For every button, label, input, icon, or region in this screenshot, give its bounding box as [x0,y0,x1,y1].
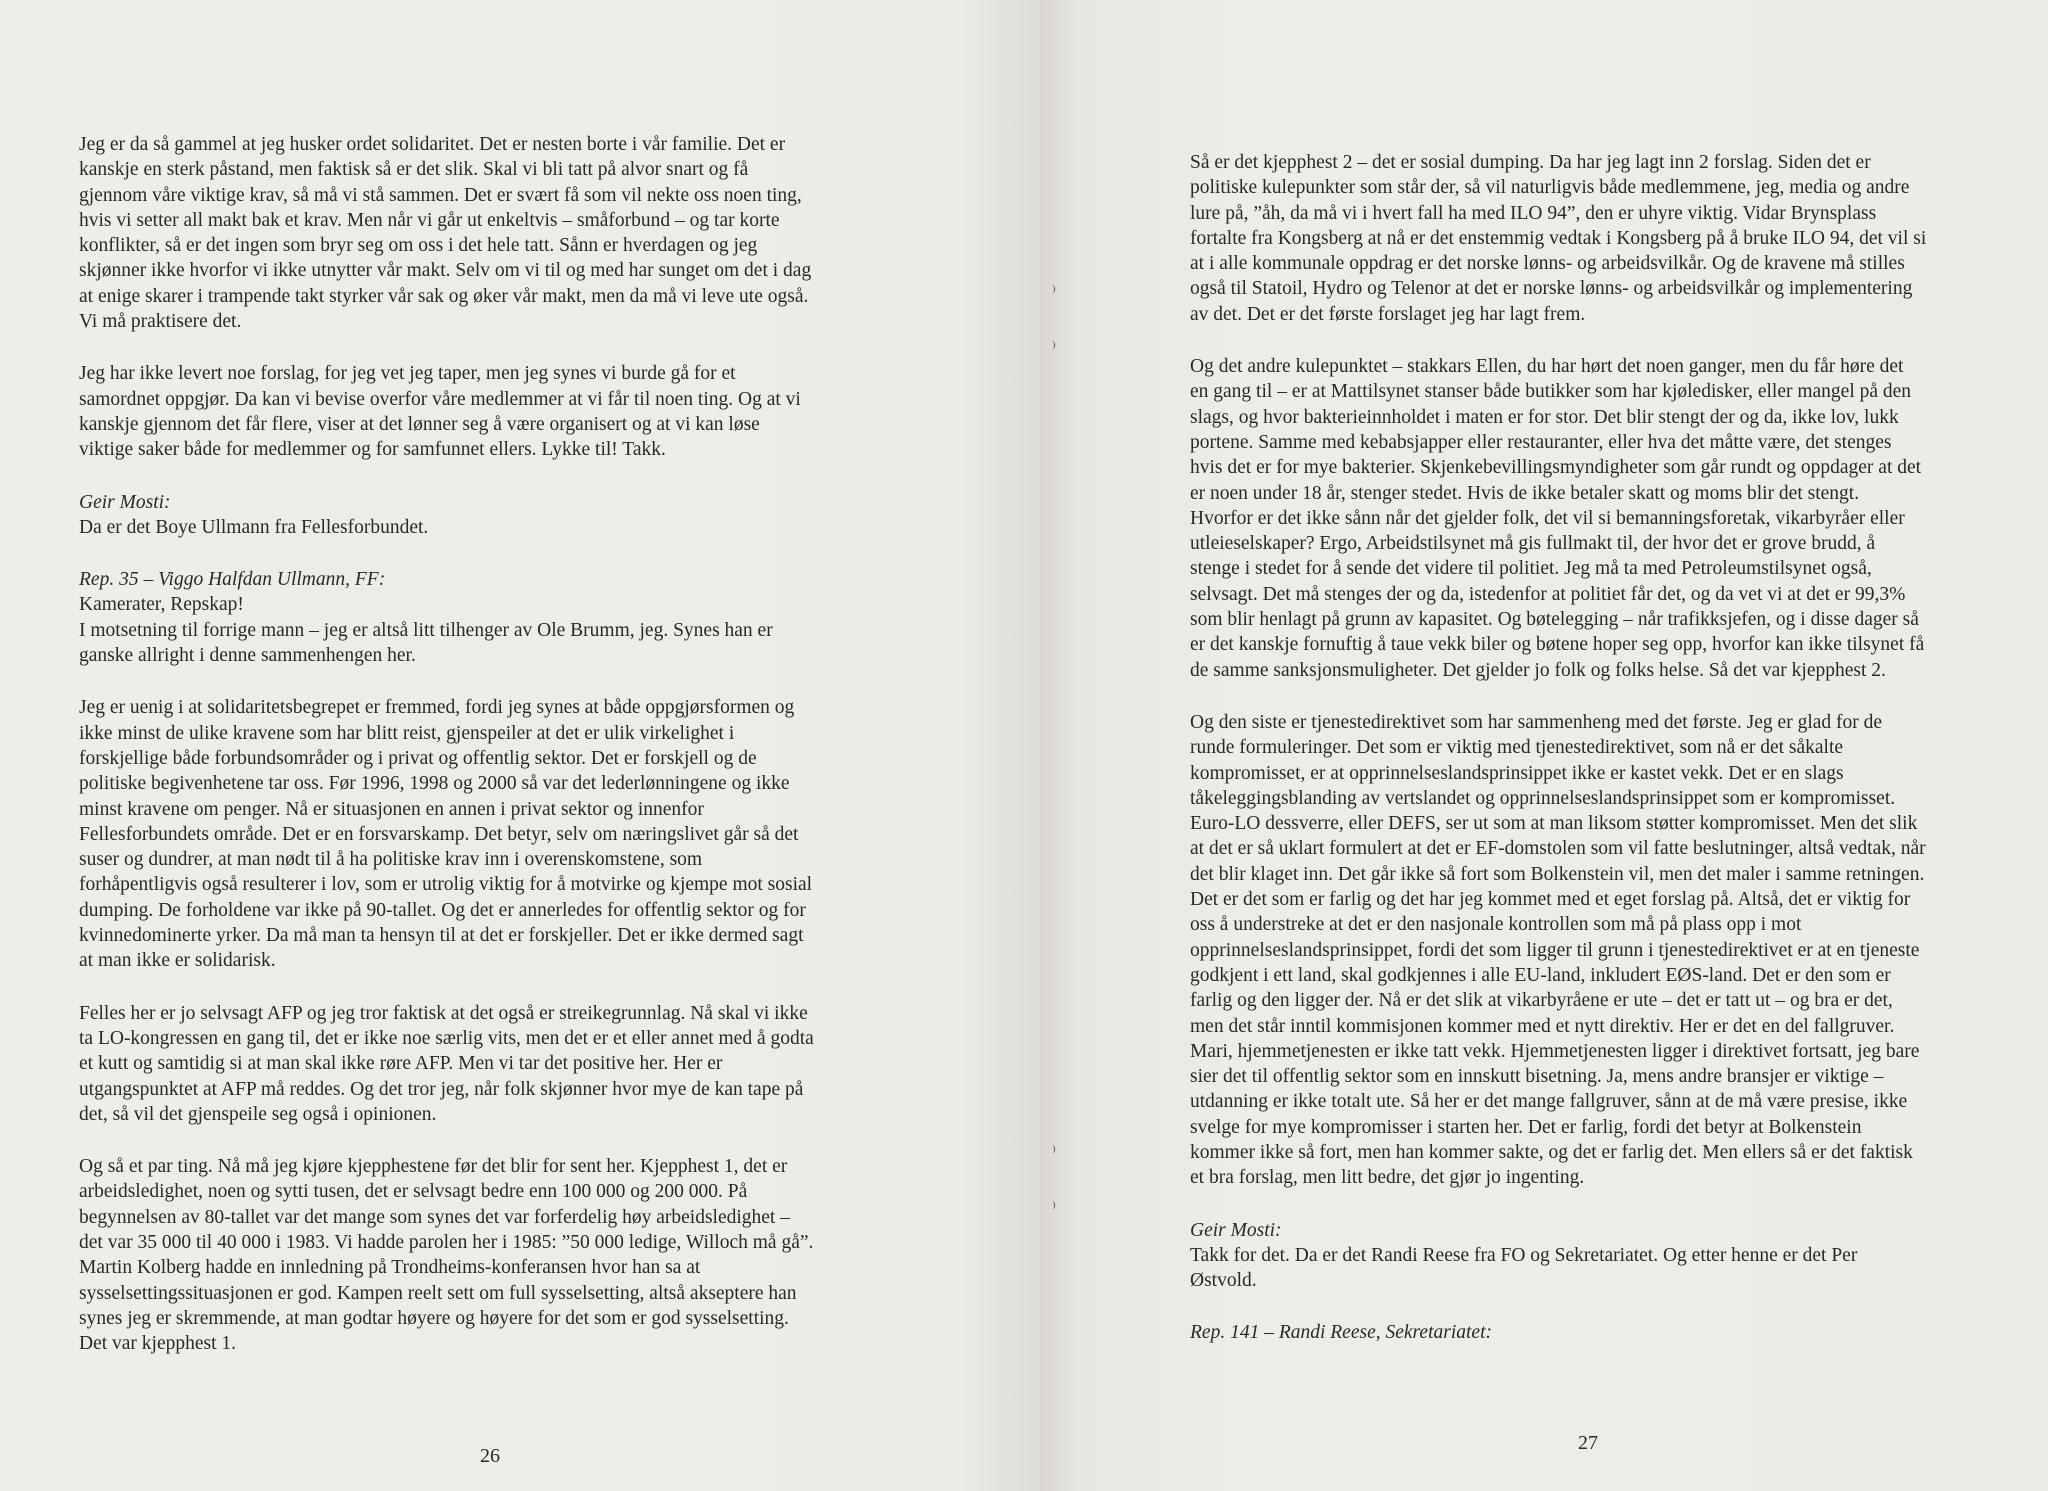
text-line: Hvorfor er det ikke sånn når det gjelder folk, det vil si bemanningsforetak, vikarbyråer eller [1190,507,1905,529]
binding-mark: ⁾ [1052,1144,1056,1161]
text-line: Det var kjepphest 1. [79,1333,237,1355]
text-line: av det. Det er det første forslaget jeg har lagt frem. [1190,303,1586,325]
text-line: ta LO-kongressen en gang til, det er ikke noe særlig vits, men det er et eller annet med å godta [79,1027,814,1049]
text-line: synes jeg er skremmende, at man godtar høyere og høyere for det som er god sysselsetting. [79,1307,789,1329]
paragraph [79,567,914,668]
text-line: Mari, hjemmetjenesten er ikke tatt vekk. Hjemmetjenesten ligger i direktivet fortsatt, jeg bare [1190,1040,1920,1062]
paragraph [1190,1218,2000,1294]
text-line: de samme sanksjonsmuligheter. Det gjelder jo folk og folks helse. Så det var kjepphest 2. [1190,659,1886,681]
text-line: oss å understreke at det er den nasjonale kontrollen som må på plass opp i mot [1190,914,1802,936]
text-line: Østvold. [1190,1270,1257,1292]
paragraph [79,132,914,334]
text-line: kanskje en sterk påstand, men faktisk så er det slik. Skal vi bli tatt på alvor snart og få [79,159,749,181]
paragraph [1190,150,2000,327]
speaker-label: Geir Mosti: [1190,1219,1282,1241]
text-line: minst kravene om penger. Nå er situasjonen en annen i privat sektor og innenfor [79,798,704,820]
right-page-text [1190,150,2000,1373]
text-line: farlig og den ligger der. Nå er det slik at vikarbyråene er ute – det er tatt ut – og bra er det, [1190,990,1893,1012]
text-line: Fellesforbundets område. Det er en forsvarskamp. Det betyr, selv om næringslivet går så det [79,823,799,845]
text-line: at det er så uklart formulert at det er EF-domstolen som vil fatte beslutninger, altså vedtak, når [1190,838,1926,860]
text-line: politiske begivenhetene tar oss. Før 1996, 1998 og 2000 så var det lederlønningene og ikke [79,773,790,795]
text-line: Og den siste er tjenestedirektivet som har sammenheng med det første. Jeg er glad for de [1190,711,1883,733]
text-line: utgangspunktet at AFP må reddes. Og det tror jeg, når folk skjønner hvor mye de kan tape på [79,1078,804,1100]
text-line: arbeidsledighet, noen og sytti tusen, det er selvsagt bedre enn 100 000 og 200 000. På [79,1181,748,1203]
paragraph [79,1154,914,1356]
text-line: suser og dundrer, at man nødt til å ha politiske krav inn i overenskomstene, som [79,849,703,871]
text-line: slags, og hvor bakterieinnholdet i maten er for stor. Det blir stengt der og da, ikke lov, lukk [1190,406,1899,428]
text-line: kvinnedominerte yrker. Da må man ta hensyn til at det er forskjeller. Det er ikke dermed sagt [79,925,804,947]
paragraph [1190,354,2000,683]
binding-mark: ⁾ [1052,1200,1056,1217]
text-line: gjennom våre viktige krav, så må vi stå sammen. Det er svært få som vil nekte oss noen ting, [79,184,802,206]
text-line: Jeg er da så gammel at jeg husker ordet solidaritet. Det er nesten borte i vår familie. Det er [79,134,786,155]
text-line: samordnet oppgjør. Da kan vi bevise overfor våre medlemmer at vi får til noen ting. Og at vi [79,388,801,410]
text-line: dumping. De forholdene var ikke på 90-tallet. Og det er annerledes for offentlig sektor og for [79,899,806,921]
text-line: Og så et par ting. Nå må jeg kjøre kjepphestene før det blir for sent her. Kjepphest 1, det er [79,1156,788,1178]
text-line: Jeg har ikke levert noe forslag, for jeg vet jeg taper, men jeg synes vi burde gå for et [79,363,736,385]
text-line: selvsagt. Det må stenges der og da, istedenfor at politiet får det, og da vet vi at det er 99,3% [1190,583,1906,605]
text-line: at man ikke er solidarisk. [79,950,276,972]
text-line: konflikter, så er det ingen som bryr seg om oss i det hele tatt. Sånn er hverdagen og jeg [79,235,758,257]
text-line: sier det til offentlig sektor som en innskutt bisetning. Ja, mens andre bransjer er viktige – [1190,1066,1884,1088]
text-line: Kamerater, Repskap! [79,594,244,616]
text-line: det blir klaget inn. Det går ikke så fort som Bolkenstein vil, men det maler i samme retningen. [1190,863,1925,885]
text-line: Takk for det. Da er det Randi Reese fra FO og Sekretariatet. Og etter henne er det Per [1190,1244,1858,1266]
binding-mark: ⁾ [1052,284,1056,301]
binding-mark: ⁾ [1052,340,1056,357]
text-line: svelge for mye kompromisser i starten her. Det er farlig, fordi det betyr at Bolkenstein [1190,1116,1862,1138]
text-line: stenge i stedet for å sende det videre til politiet. Jeg må ta med Petroleumstilsynet også, [1190,558,1872,580]
text-line: portene. Samme med kebabsjapper eller restauranter, eller hva det måtte være, det stenges [1190,431,1892,453]
text-line: hvis det er for mye bakterier. Skjenkebevillingsmyndigheter som går rundt og oppdager at det [1190,457,1922,479]
text-line: at i alle kommunale oppdrag er det norske lønns- og arbeidsvilkår. Og de kravene må stilles [1190,253,1905,275]
text-line: hvis vi setter all makt bak et krav. Men når vi går ut enkeltvis – småforbund – og tar korte [79,209,780,231]
paragraph [79,490,914,541]
text-line: ikke minst de ulike kravene som har blitt reist, gjenspeiler at det er ulik virkelighet i [79,722,735,744]
text-line: det var 35 000 til 40 000 i 1983. Vi hadde parolen her i 1985: ”50 000 ledige, Willoch må gå”. [79,1231,814,1253]
speaker-label: Rep. 35 – Viggo Halfdan Ullmann, FF: [79,569,386,591]
page-number-right: 27 [1578,1432,1598,1454]
text-line: Og det andre kulepunktet – stakkars Ellen, du har hørt det noen ganger, men du får høre det [1190,356,1904,378]
text-line: et kutt og samtidig si at man skal ikke røre AFP. Men vi tar det positive her. Her er [79,1053,723,1075]
text-line: fortalte fra Kongsberg at nå er det enstemmig vedtak i Kongsberg på å bruke ILO 94, det vil si [1190,227,1927,249]
text-line: en gang til – er at Mattilsynet stanser både butikker som har kjøledisker, eller mangel på den [1190,381,1912,403]
text-line: forhåpentligvis også resulterer i lov, som er utrolig viktig for å motvirke og kjempe mot sosial [79,874,813,896]
text-line: Vi må praktisere det. [79,311,242,333]
text-line: politiske kulepunkter som står der, så vil naturligvis både medlemmene, jeg, media og andre [1190,177,1910,199]
text-line: opprinnelseslandsprinsippet, fordi det som ligger til grunn i tjenestedirektivet er at en tjeneste [1190,939,1920,961]
text-line: skjønner ikke hvorfor vi ikke utnytter vår makt. Selv om vi til og med har sunget om det i dag [79,260,812,282]
text-line: Jeg er uenig i at solidaritetsbegrepet er fremmed, fordi jeg synes at både oppgjørsformen og [79,697,795,719]
text-line: ganske allright i denne sammenhengen her. [79,645,416,667]
paragraph [1190,1320,2000,1345]
text-line: et bra forslag, men litt bedre, det gjør jo ingenting. [1190,1167,1585,1189]
text-line: forskjellige både forbundsområder og i privat og offentlig sektor. Det er forskjell og de [79,747,757,769]
left-page-text [79,132,914,1383]
text-line: men det står inntil kommisjonen kommer med et nytt direktiv. Her er det en del fallgruver. [1190,1015,1895,1037]
text-line: er det kanskje fornuftig å taue vekk biler og bøtene hoper seg opp, hvorfor kan ikke tilsynet få [1190,634,1925,656]
text-line: kommer ikke så fort, men han kommer sakte, og det er farlig det. Men ellers så er det faktisk [1190,1141,1913,1163]
paragraph [79,695,914,973]
text-line: utleieselskaper? Ergo, Arbeidstilsynet må gis fullmakt til, der hvor det er grove brudd, å [1190,533,1876,555]
text-line: Så er det kjepphest 2 – det er sosial dumping. Da har jeg lagt inn 2 forslag. Siden det er [1190,152,1871,173]
text-line: utdanning er ikke totalt ute. Så her er det mange fallgruver, sånn at de må være presise, ikke [1190,1091,1908,1113]
speaker-label: Rep. 141 – Randi Reese, Sekretariatet: [1190,1322,1492,1344]
text-line: at enige skarer i trampende takt styrker vår sak og øker vår makt, men da må vi leve ute også. [79,285,809,307]
speaker-label: Geir Mosti: [79,491,171,513]
text-line: lure på, ”åh, da må vi i hvert fall ha med ILO 94”, den er uhyre viktig. Vidar Brynsplass [1190,202,1877,224]
text-line: Da er det Boye Ullmann fra Fellesforbundet. [79,516,429,538]
text-line: også til Statoil, Hydro og Telenor at det er norske lønns- og arbeidsvilkår og implementering [1190,278,1913,300]
text-line: sysselsettingssituasjonen er god. Kampen reelt sett om full sysselsetting, altså akseptere han [79,1282,797,1304]
text-line: som blir henlagt på grunn av kapasitet. Og bøtelegging – når trafikksjefen, og i disse dager så [1190,609,1919,631]
text-line: godkjent i ett land, skal godkjennes i alle EU-land, inkludert EØS-land. Det er den som er [1190,964,1891,986]
text-line: runde formuleringer. Det som er viktig med tjenestedirektivet, som nå er det såkalte [1190,737,1844,759]
right-page [1040,0,2048,1491]
text-line: viktige saker både for medlemmer og for samfunnet ellers. Lykke til! Takk. [79,439,666,461]
text-line: kanskje gjennom det får flere, viser at det lønner seg å være organisert og at vi kan løse [79,413,760,435]
paragraph [1190,710,2000,1191]
page-number-left: 26 [480,1445,500,1467]
text-line: kompromisset, er at opprinnelseslandsprinsippet ikke er kastet vekk. Det er en slags [1190,762,1844,784]
paragraph [79,361,914,462]
text-line: Martin Kolberg hadde en innledning på Trondheims-konferansen hvor han sa at [79,1257,701,1279]
text-line: tåkeleggingsblanding av vertslandet og opprinnelseslandsprinsippet som er kompromisset. [1190,787,1896,809]
text-line: Euro-LO dessverre, eller DEFS, ser ut som at man liksom støtter kompromisset. Men det slik [1190,813,1918,835]
text-line: det, så vil det gjenspeile seg også i opinionen. [79,1103,437,1125]
text-line: Det er det som er farlig og det har jeg kommet med et eget forslag på. Altså, det er viktig for [1190,889,1911,911]
text-line: Felles her er jo selvsagt AFP og jeg tror faktisk at det også er streikegrunnlag. Nå skal vi ikke [79,1002,808,1024]
text-line: I motsetning til forrige mann – jeg er altså litt tilhenger av Ole Brumm, jeg. Synes han er [79,619,773,641]
text-line: begynnelsen av 80-tallet var det mange som synes det var forferdelig høy arbeidsledighet – [79,1206,790,1228]
paragraph [79,1001,914,1127]
text-line: er noen under 18 år, stenger stedet. Hvis de ikke betaler skatt og moms blir det stengt. [1190,482,1860,504]
